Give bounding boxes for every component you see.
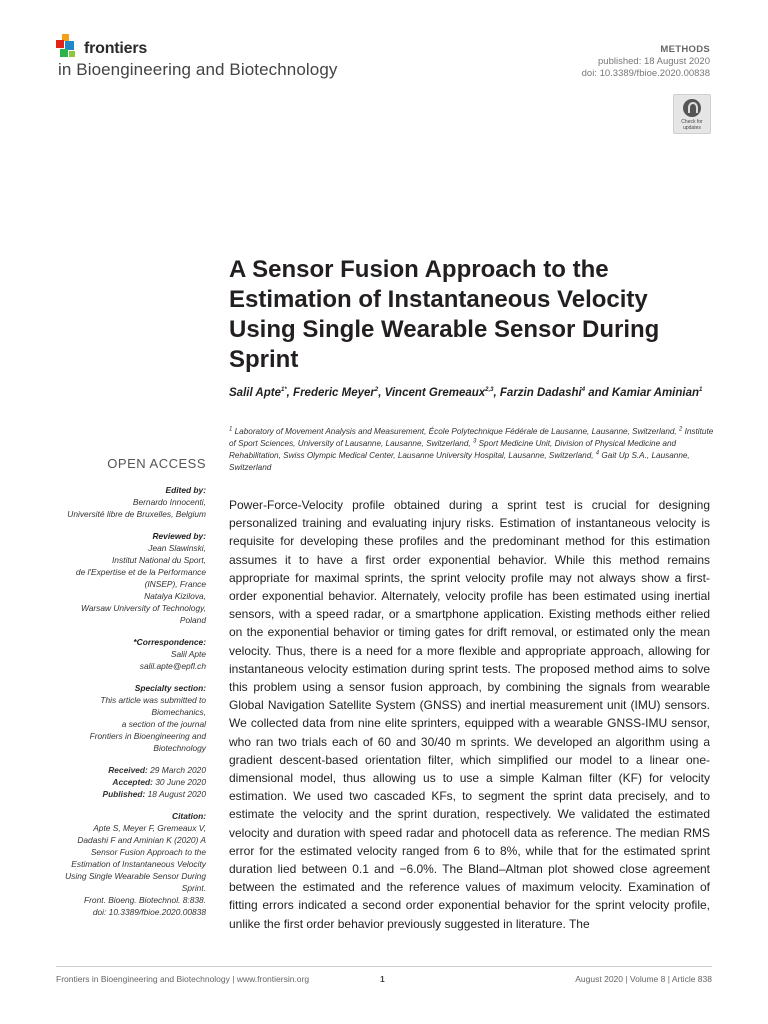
check-for-updates-label: Check for updates: [681, 119, 703, 131]
author-affiliation-marker: 1*: [280, 387, 287, 394]
affiliation-text: Sport Medicine Unit, Division of Physical Medicine and Rehabilitation, Swiss Olympic Medical Center, Lausanne University Hospital, Lausanne, Switzerland,: [229, 439, 677, 460]
bookmark-icon: [683, 99, 701, 117]
dates-section: [40, 764, 206, 800]
editor-name[interactable]: Bernardo Innocenti,: [132, 497, 206, 507]
logo-square-lime: [69, 51, 75, 57]
citation-section: [40, 810, 206, 918]
accepted-date: 30 June 2020: [152, 777, 206, 787]
citation-line: Estimation of Instantaneous Velocity: [71, 859, 206, 869]
specialty-line: This article was submitted to: [100, 695, 206, 705]
author-list: [229, 386, 709, 401]
editor-affiliation: Université libre de Bruxelles, Belgium: [67, 509, 206, 519]
reviewer-line: de l'Expertise et de la Performance: [75, 567, 206, 577]
author-affiliation-marker: 1: [699, 387, 703, 394]
reviewer-line: Warsaw University of Technology,: [80, 603, 206, 613]
article-title: A Sensor Fusion Approach to the Estimation of Instantaneous Velocity Using Single Wearable Sensor During Sprint: [229, 256, 660, 373]
open-access-label: OPEN ACCESS: [107, 456, 206, 471]
reviewer-line[interactable]: Natalya Kizilova,: [144, 591, 206, 601]
footer-issue-info: August 2020 | Volume 8 | Article 838: [575, 974, 712, 984]
abstract-text: Power-Force-Velocity profile obtained during a sprint test is crucial for designing personalized training and evaluating injury risks. Estimation of instantaneous velocity is requisite for developing these profiles and the predominant method for this estimation assumes it to have a first order exponential behavior. While this method remains appropriate for maximal sprints, the sprint velocity profile may not always show a first-order exponential behavior. Alternately, velocity profile has been estimated using inertial sensors, with a speed radar, or a smartphone application. Existing methods either relied on the exponential behavior or timing gates for drift removal, or estimated only the mean velocity. Thus, there is a need for a more flexible and appropriate approach, allowing for instantaneous velocity estimation during sprint tests. The proposed method aims to solve this problem using a sensor fusion approach, by combining the signals from wearable Global Navigation Satellite System (GNSS) and inertial measurement unit (IMU) sensors. We collected data from nine elite sprinters, equipped with a wearable GNSS-IMU sensor, who ran two trials each of 60 and 30/40 m sprints. We developed an algorithm using a gradient descent-based orientation filter, which simplified our model to a linear one-dimensional model, thus allowing us to use a simple Kalman filter (KF) for velocity estimation. We used two cascaded KFs, to segment the sprint data precisely, and to estimate the velocity and the sprint duration, respectively. We validated the estimated velocity and duration with speed radar and photocell data as reference. The median RMS error for the estimated velocity ranged from 6 to 8%, while that for the estimated sprint duration lied between 0.1 and −6.0%. The Bland–Altman plot showed close agreement between the estimated and the reference values of maximum velocity. Examination of fitting errors indicated a second order exponential behavior for the sprint velocity profile, unlike the first order behavior previously suggested in literature. The: [229, 498, 710, 931]
reviewer-line: Poland: [179, 615, 206, 625]
affiliation-marker: 4: [595, 450, 600, 457]
specialty-line: Biomechanics,: [151, 707, 206, 717]
author-affiliation-marker: 2,3: [485, 387, 494, 394]
affiliation-marker: 1: [229, 426, 233, 433]
author-name[interactable]: , Frederic Meyer: [286, 387, 375, 399]
published-date-sidebar: 18 August 2020: [145, 789, 206, 799]
article-doi[interactable]: doi: 10.3389/fbioe.2020.00838: [581, 68, 710, 79]
citation-line: Dadashi F and Aminian K (2020) A: [77, 835, 206, 845]
accepted-label: Accepted:: [112, 777, 153, 787]
article-info-sidebar: [40, 484, 206, 928]
reviewed-by-section: [40, 530, 206, 626]
specialty-line: Biotechnology: [153, 743, 206, 753]
journal-name: in Bioengineering and Biotechnology: [58, 60, 338, 79]
citation-line: Apte S, Meyer F, Gremeaux V,: [93, 823, 206, 833]
frontiers-logo-icon: [56, 34, 80, 60]
affiliation-text: Laboratory of Movement Analysis and Measurement, École Polytechnique Fédérale de Lausanne, Lausanne, Switzerland,: [232, 427, 679, 436]
citation-doi-link[interactable]: doi: 10.3389/fbioe.2020.00838: [92, 907, 206, 917]
author-name[interactable]: , Vincent Gremeaux: [378, 387, 486, 399]
edited-by-section: [40, 484, 206, 520]
published-date: published: 18 August 2020: [598, 56, 710, 67]
affiliation-text: Institute of Sport Sciences, University of Lausanne, Lausanne, Switzerland,: [229, 427, 714, 448]
article-meta: [582, 44, 710, 80]
page-number: 1: [380, 974, 385, 984]
logo-square-blue: [65, 41, 74, 50]
specialty-line: Frontiers in Bioengineering and: [89, 731, 206, 741]
reviewer-line: Institut National du Sport,: [111, 555, 206, 565]
citation-line: Front. Bioeng. Biotechnol. 8:838.: [84, 895, 206, 905]
edited-by-heading: Edited by:: [165, 485, 206, 495]
logo-square-orange: [62, 34, 69, 41]
footer-journal-link[interactable]: Frontiers in Bioengineering and Biotechnology | www.frontiersin.org: [56, 974, 310, 984]
affiliation-marker: 2: [678, 426, 683, 433]
correspondence-section: [40, 636, 206, 672]
author-name[interactable]: , Farzin Dadashi: [493, 387, 582, 399]
affiliations: [229, 426, 714, 474]
citation-line: Sensor Fusion Approach to the: [90, 847, 206, 857]
citation-line: Using Single Wearable Sensor During: [65, 871, 206, 881]
specialty-section: [40, 682, 206, 754]
footer-divider: [56, 966, 712, 967]
check-for-updates-badge[interactable]: [673, 94, 711, 134]
received-date: 29 March 2020: [147, 765, 206, 775]
citation-heading: Citation:: [172, 811, 206, 821]
specialty-line: a section of the journal: [121, 719, 206, 729]
affiliation-marker: 3: [472, 438, 477, 445]
brand-name: frontiers: [84, 40, 148, 57]
author-name[interactable]: Salil Apte: [229, 387, 281, 399]
reviewer-line[interactable]: Jean Slawinski,: [148, 543, 206, 553]
received-label: Received:: [108, 765, 148, 775]
logo-square-green: [60, 49, 68, 57]
correspondent-email-link[interactable]: salil.apte@epfl.ch: [139, 661, 206, 671]
author-affiliation-marker: 4: [581, 387, 586, 394]
specialty-heading: Specialty section:: [134, 683, 206, 693]
correspondent-name: Salil Apte: [170, 649, 206, 659]
reviewed-by-heading: Reviewed by:: [152, 531, 206, 541]
logo-square-red: [56, 40, 64, 48]
author-affiliation-marker: 2: [374, 387, 379, 394]
citation-line: Sprint.: [181, 883, 206, 893]
affiliation-text: Gait Up S.A., Lausanne, Switzerland: [229, 451, 690, 472]
published-label: Published:: [102, 789, 146, 799]
author-name[interactable]: and Kamiar Aminian: [585, 387, 700, 399]
correspondence-heading: *Correspondence:: [133, 637, 206, 647]
article-type: METHODS: [660, 44, 710, 55]
reviewer-line: (INSEP), France: [144, 579, 206, 589]
